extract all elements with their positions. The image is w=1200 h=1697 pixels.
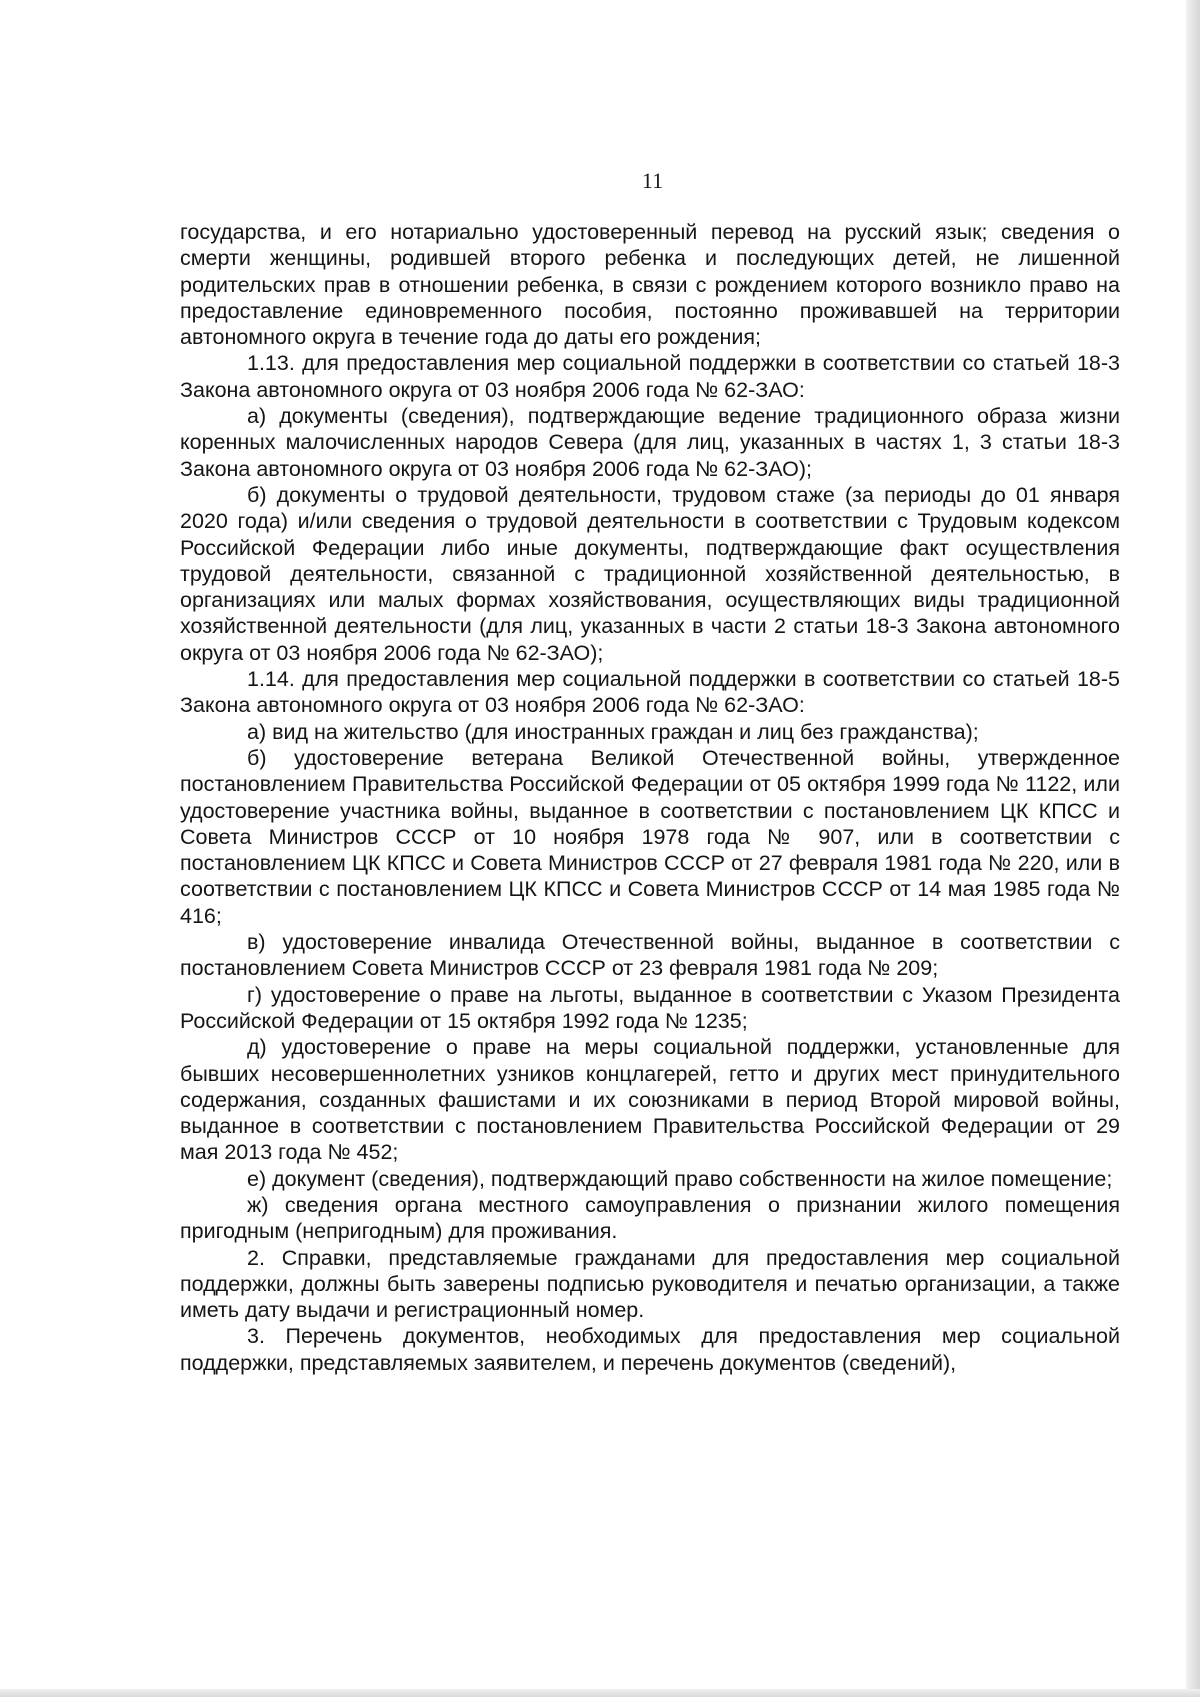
paragraph: г) удостоверение о праве на льготы, выданное в соответствии с Указом Президента Российской Федерации от 15 октября 1992 года № 1235; bbox=[180, 982, 1120, 1033]
paragraph: государства, и его нотариально удостоверенный перевод на русский язык; сведения о смерти женщины, родившей второго ребенка и последующих детей, не лишенной родительских прав в отношении ребенка, в связи с рождением которого возникло право на предоставление единовременного пособия, постоянно проживавшей на территории автономного округа в течение года до даты его рождения; bbox=[180, 220, 1120, 350]
page-bottom-edge bbox=[0, 1689, 1200, 1697]
paragraph: а) документы (сведения), подтверждающие ведение традиционного образа жизни коренных малочисленных народов Севера (для лиц, указанных в частях 1, 3 статьи 18-3 Закона автономного округа от 03 ноября 2006 года № 62-ЗАО); bbox=[180, 404, 1120, 481]
paragraph: д) удостоверение о праве на меры социальной поддержки, установленные для бывших несовершеннолетних узников концлагерей, гетто и других мест принудительного содержания, созданных фашистами и их союзниками в период Второй мировой войны, выданное в соответствии с постановлением Правительства Российской Федерации от 29 мая 2013 года № 452; bbox=[180, 1035, 1120, 1165]
paragraph: а) вид на жительство (для иностранных граждан и лиц без гражданства); bbox=[247, 719, 979, 744]
paragraph: 3. Перечень документов, необходимых для предоставления мер социальной поддержки, представляемых заявителем, и перечень документов (сведений), bbox=[180, 1324, 1120, 1375]
paragraph: ж) сведения органа местного самоуправления о признании жилого помещения пригодным (непригодным) для проживания. bbox=[180, 1192, 1120, 1244]
paragraph: 2. Справки, представляемые гражданами для предоставления мер социальной поддержки, должны быть заверены подписью руководителя и печатью организации, а также иметь дату выдачи и регистрационный номер. bbox=[180, 1245, 1120, 1323]
document-body bbox=[180, 219, 1120, 1376]
paragraph: б) удостоверение ветерана Великой Отечественной войны, утвержденное постановлением Правительства Российской Федерации от 05 октября 1999 года № 1122, или удостоверение участника войны, выданное в соответствии с постановлением ЦК КПСС и Совета Министров СССР от 10 ноября 1978 года № 907, или в соответствии с постановлением ЦК КПСС и Совета Министров СССР от 27 февраля 1981 года № 220, или в соответствии с постановлением ЦК КПСС и Совета Министров СССР от 14 мая 1985 года № 416; bbox=[180, 745, 1120, 928]
paragraph: 1.13. для предоставления мер социальной поддержки в соответствии со статьей 18-3 Закона автономного округа от 03 ноября 2006 года № 62-ЗАО: bbox=[180, 351, 1120, 402]
paragraph: б) документы о трудовой деятельности, трудовом стаже (за периоды до 01 января 2020 года) и/или сведения о трудовой деятельности в соответствии с Трудовым кодексом Российской Федерации либо иные документы, подтверждающие факт осуществления трудовой деятельности, связанной с традиционной хозяйственной деятельностью, в организациях или малых формах хозяйствования, осуществляющих виды традиционной хозяйственной деятельности (для лиц, указанных в части 2 статьи 18-3 Закона автономного округа от 03 ноября 2006 года № 62-ЗАО); bbox=[180, 482, 1120, 665]
page-edge-shadow bbox=[1186, 0, 1200, 1697]
paragraph: в) удостоверение инвалида Отечественной войны, выданное в соответствии с постановлением Совета Министров СССР от 23 февраля 1981 года № 209; bbox=[180, 930, 1120, 981]
paragraph: е) документ (сведения), подтверждающий право собственности на жилое помещение; bbox=[247, 1166, 1113, 1191]
paragraph: 1.14. для предоставления мер социальной поддержки в соответствии со статьей 18-5 Закона автономного округа от 03 ноября 2006 года № 62-ЗАО: bbox=[180, 667, 1120, 718]
page-number: 11 bbox=[641, 168, 664, 193]
